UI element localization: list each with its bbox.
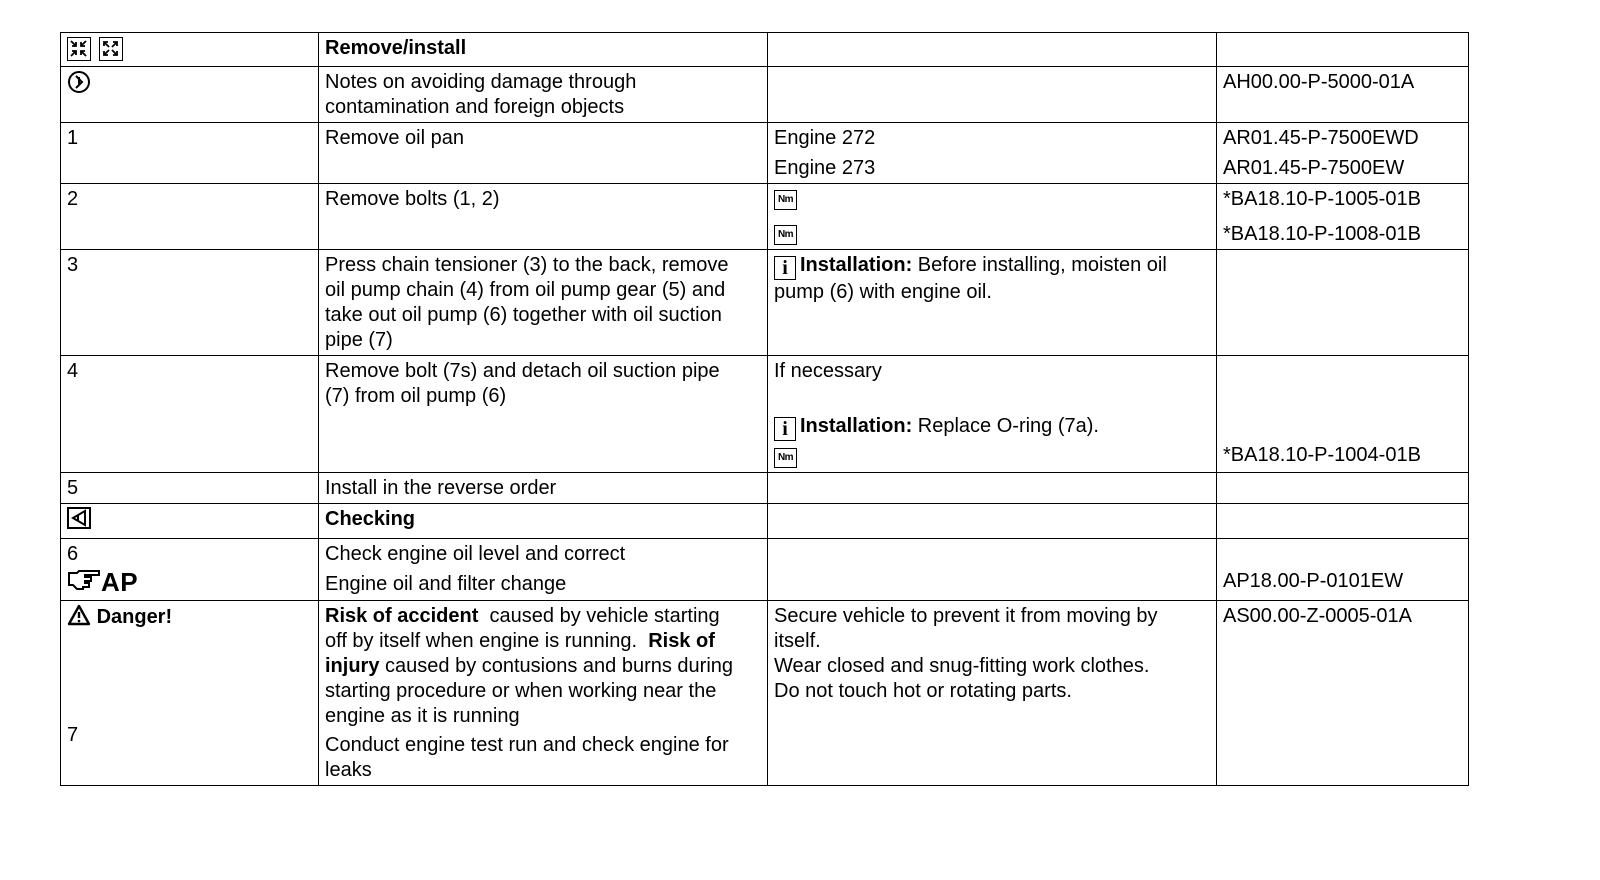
- info-icon: i: [774, 256, 796, 280]
- step-text: Remove bolt (7s) and detach oil suction pipe (7) from oil pump (6): [319, 356, 768, 473]
- torque-ref-a: *BA18.10-P-1005-01B: [1223, 188, 1421, 210]
- install-icon: [99, 37, 123, 61]
- step-text: Remove oil pan: [319, 123, 768, 184]
- step-row-3: [61, 250, 1469, 356]
- section-title-checking: Checking: [319, 504, 768, 539]
- ap-ref: AP18.00-P-0101EW: [1223, 570, 1404, 592]
- risk-of-accident: Risk of accident: [325, 605, 479, 627]
- torque-nm-icon: Nm: [774, 190, 797, 210]
- safety-measures: Secure vehicle to prevent it from moving by itself. Wear closed and snug-fitting work clothes. Do not touch hot or rotating parts.: [768, 601, 1217, 786]
- hand-pointer-icon: [67, 569, 101, 593]
- step-row-1: [61, 123, 1469, 184]
- danger-label: Danger!: [96, 606, 173, 628]
- ref-engine-272: AR01.45-P-7500EWD: [1223, 127, 1419, 149]
- header-row: [61, 33, 1469, 67]
- notes-ref: AH00.00-P-5000-01A: [1217, 67, 1469, 123]
- step-number: 4: [61, 356, 319, 473]
- if-necessary-note: If necessary: [774, 360, 882, 382]
- damage-notes-icon: [67, 70, 91, 94]
- danger-triangle-icon: [67, 604, 91, 626]
- engine-272: Engine 272: [774, 127, 876, 149]
- step-text: Remove bolts (1, 2): [319, 184, 768, 250]
- danger-row: Danger! 7 Risk of accident caused by vehicle starting off by itself when engine is running. Risk of injury caused by contusions and burns during starting procedure or when working near the engine as it is running Conduct engine test run and check engine for leaks Secure vehicle to prevent it from moving by itself. Wear closed and snug-fitting work clothes. Do not touch hot or rotating parts. AS00.00-Z-0005-01A: [61, 601, 1469, 786]
- torque-nm-icon: Nm: [774, 448, 797, 468]
- remove-icon: [67, 37, 91, 61]
- step-row-5: [61, 473, 1469, 504]
- installation-note: i Installation: Before installing, moisten oil pump (6) with engine oil.: [768, 250, 1217, 356]
- checking-header-row: [61, 504, 1469, 539]
- torque-ref-b: *BA18.10-P-1008-01B: [1223, 223, 1421, 245]
- repair-procedure-table: [60, 32, 1469, 786]
- step-row-4: 4 Remove bolt (7s) and detach oil suction pipe (7) from oil pump (6) If necessary i Installation: Replace O-ring (7a). Nm *BA18.10-P-1004-01B: [61, 356, 1469, 473]
- step-number: 3: [61, 250, 319, 356]
- step-number: 5: [61, 473, 319, 504]
- sub-step-text: Engine oil and filter change: [325, 573, 567, 595]
- risk-of-injury: Risk of: [648, 630, 715, 652]
- step-text: Conduct engine test run and check engine for: [325, 734, 729, 756]
- step-number: 1: [61, 123, 319, 184]
- step-row-6: [61, 539, 1469, 601]
- step-row-2: [61, 184, 1469, 250]
- notes-row: [61, 67, 1469, 123]
- danger-ref: AS00.00-Z-0005-01A: [1217, 601, 1469, 786]
- engine-273: Engine 273: [774, 157, 876, 179]
- step-text: Press chain tensioner (3) to the back, remove oil pump chain (4) from oil pump gear (5) and take out oil pump (6) together with oil suction pipe (7): [319, 250, 768, 356]
- step-text: Install in the reverse order: [319, 473, 768, 504]
- step-number: 2: [61, 184, 319, 250]
- step-number: 7: [67, 724, 79, 746]
- torque-ref: *BA18.10-P-1004-01B: [1223, 444, 1421, 466]
- checking-icon: [67, 507, 91, 529]
- ref-engine-273: AR01.45-P-7500EW: [1223, 157, 1405, 179]
- notes-text: Notes on avoiding damage through contamination and foreign objects: [319, 67, 768, 123]
- info-icon: i: [774, 417, 796, 441]
- step-number: 6: [67, 543, 79, 565]
- torque-nm-icon: Nm: [774, 225, 797, 245]
- section-title-remove-install: Remove/install: [319, 33, 768, 67]
- step-text: Check engine oil level and correct: [325, 543, 626, 565]
- ap-label: AP: [101, 567, 139, 597]
